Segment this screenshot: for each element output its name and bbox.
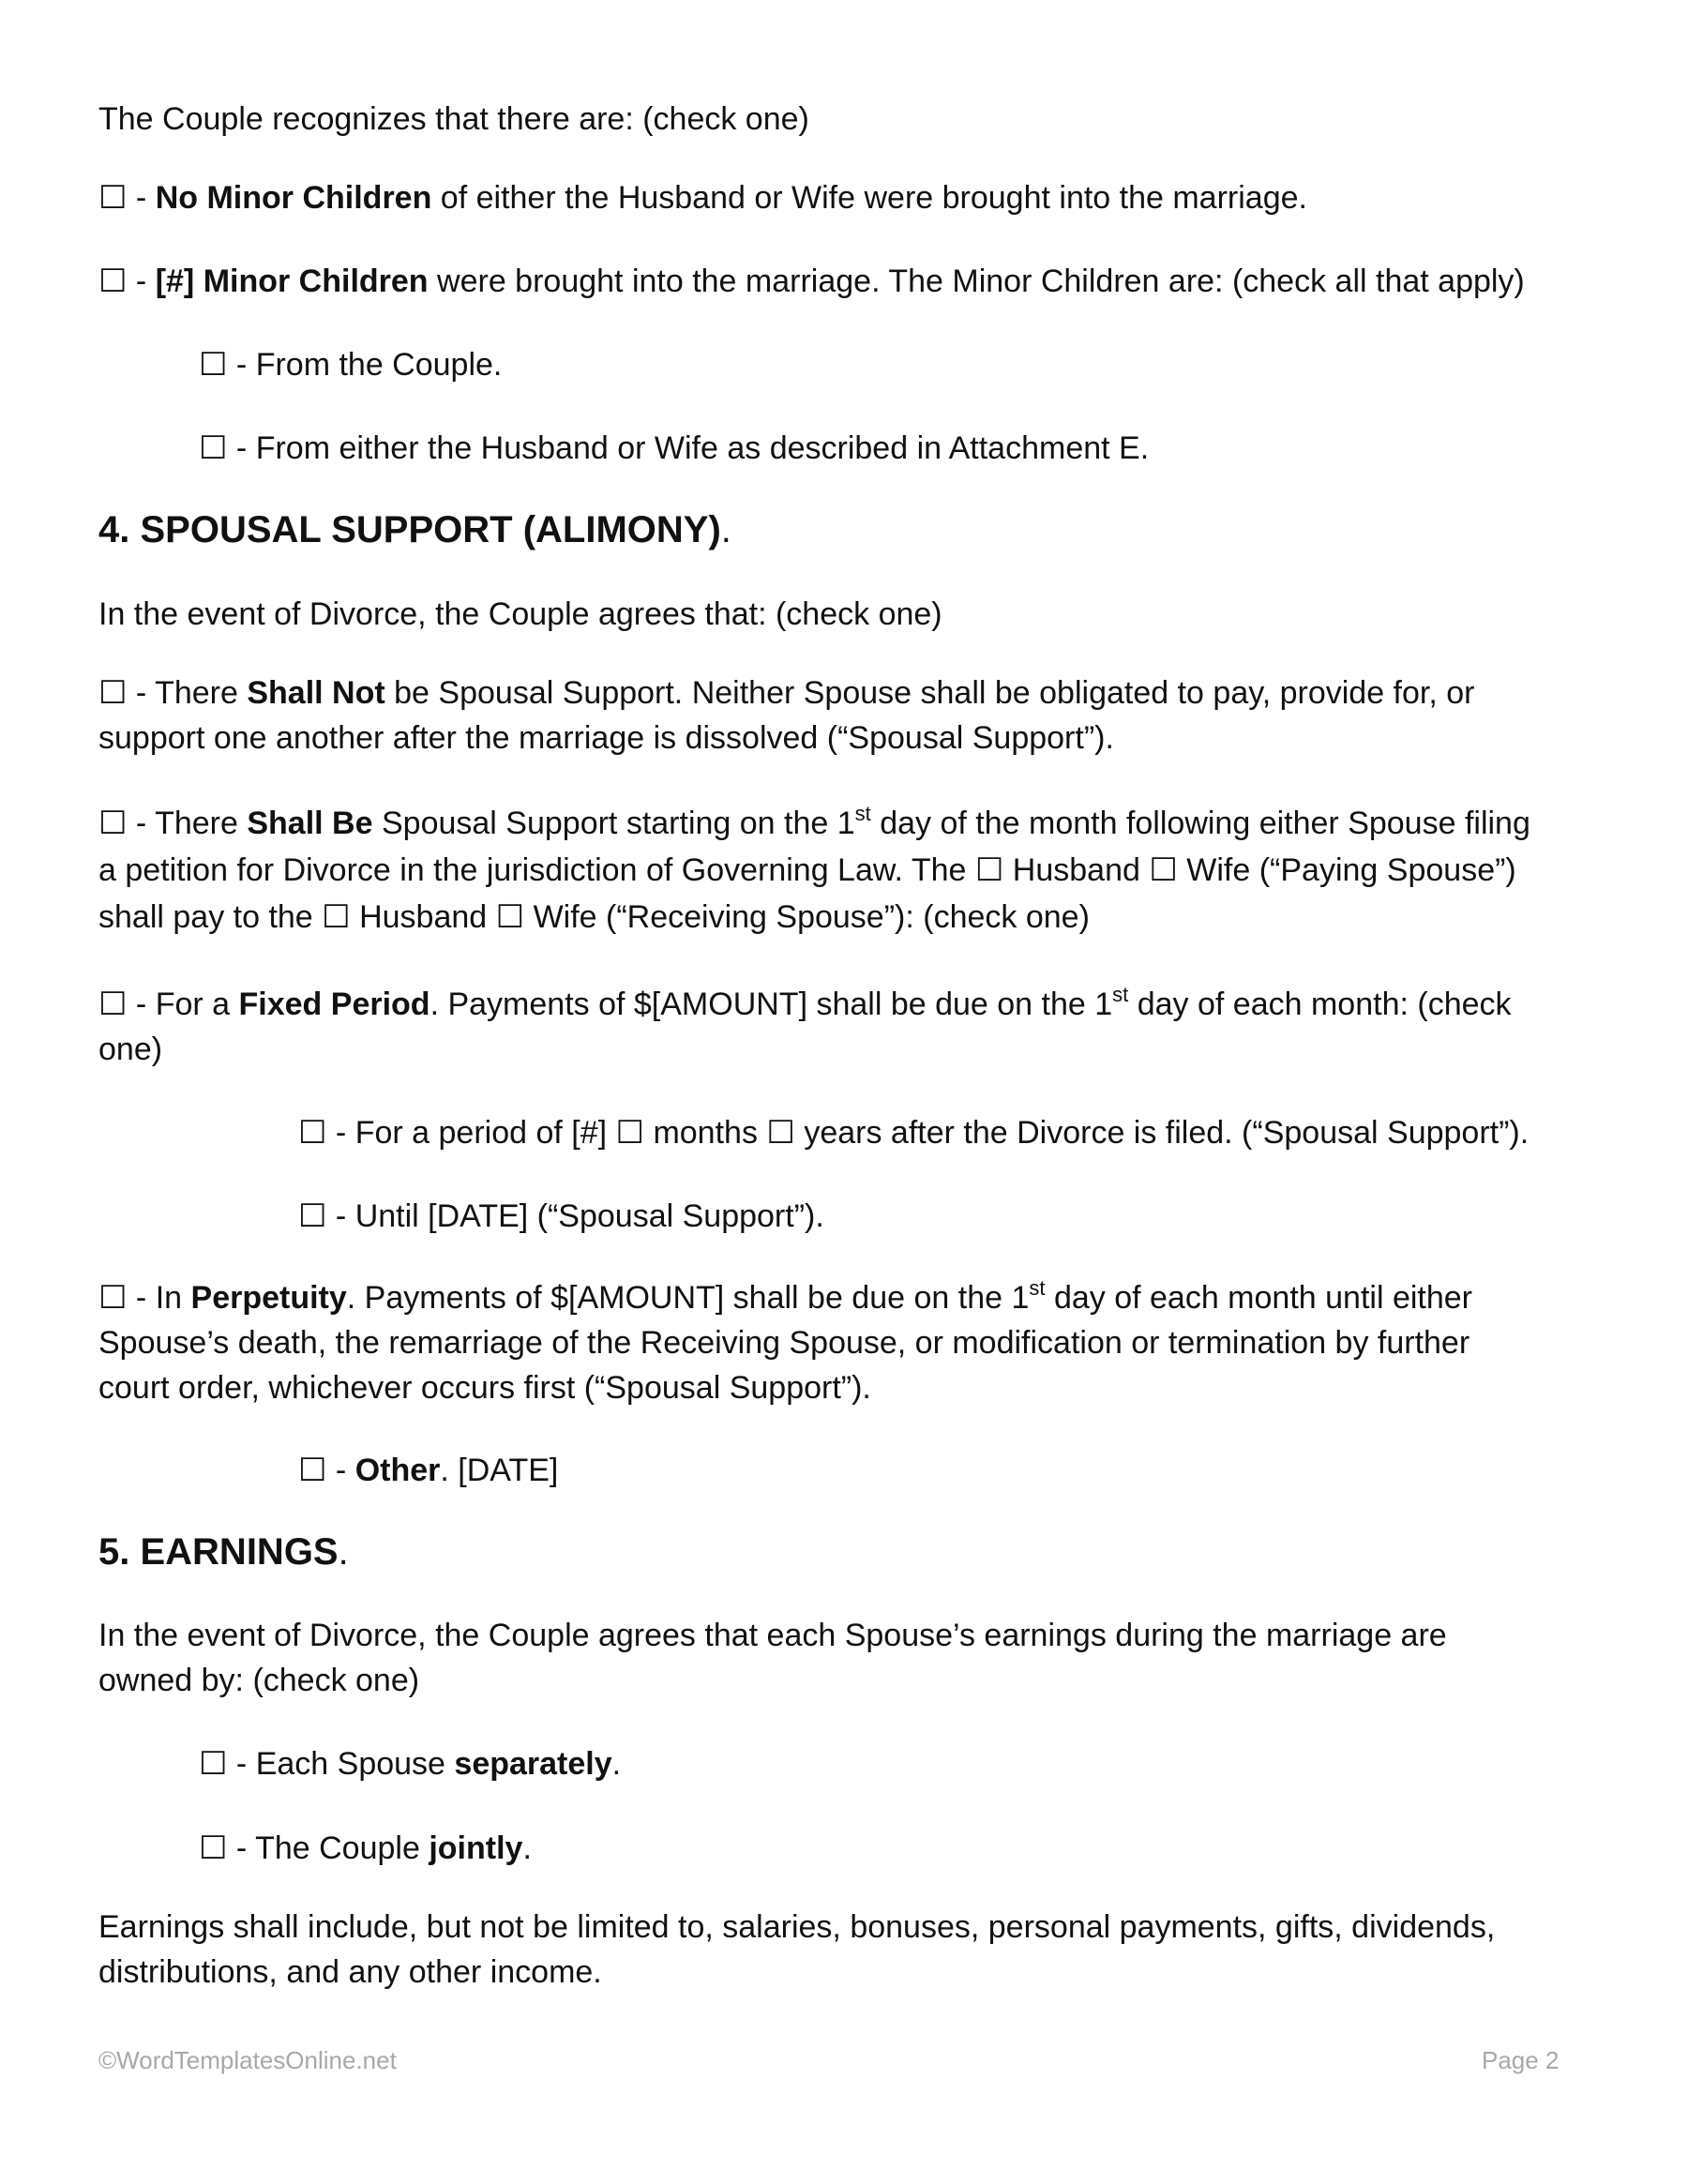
section-4-heading: 4. SPOUSAL SUPPORT (ALIMONY). xyxy=(98,509,731,550)
checkbox-other[interactable]: ☐ xyxy=(298,1453,327,1488)
footer-copyright: ©WordTemplatesOnline.net xyxy=(98,2046,397,2074)
option-from-couple: ☐ - From the Couple. xyxy=(199,341,502,388)
section-5-heading: 5. EARNINGS. xyxy=(98,1531,349,1573)
option-separately: ☐ - Each Spouse separately. xyxy=(199,1740,621,1787)
checkbox-perpetuity[interactable]: ☐ xyxy=(98,1280,128,1316)
checkbox-shall-not[interactable]: ☐ xyxy=(98,675,128,711)
checkbox-receiving-wife[interactable]: ☐ xyxy=(495,899,525,935)
checkbox-minor-children[interactable]: ☐ xyxy=(98,264,128,299)
checkbox-paying-husband[interactable]: ☐ xyxy=(974,852,1004,888)
option-period-of: ☐ - For a period of [#] ☐ months ☐ years after the Divorce is filed. (“Spousal Support”). xyxy=(298,1109,1529,1156)
checkbox-jointly[interactable]: ☐ xyxy=(199,1830,228,1866)
option-other: ☐ - Other. [DATE] xyxy=(298,1447,558,1494)
option-jointly: ☐ - The Couple jointly. xyxy=(199,1825,532,1872)
option-minor-children: ☐ - [#] Minor Children were brought into the marriage. The Minor Children are: (check all that apply) xyxy=(98,258,1525,305)
section-4-intro: In the event of Divorce, the Couple agrees that: (check one) xyxy=(98,596,942,632)
option-perpetuity: ☐ - In Perpetuity. Payments of $[AMOUNT] shall be due on the 1st day of each month until either Spouse’s death, the remarriage of the Receiving Spouse, or modification or termination by further court order, whichever occurs first (“Spousal Support”). xyxy=(98,1276,1472,1406)
checkbox-receiving-husband[interactable]: ☐ xyxy=(322,899,351,935)
checkbox-period-of[interactable]: ☐ xyxy=(298,1115,327,1151)
checkbox-shall-be[interactable]: ☐ xyxy=(98,806,128,841)
section-5-intro: In the event of Divorce, the Couple agrees that each Spouse’s earnings during the marriage are owned by: (check one) xyxy=(98,1618,1447,1698)
checkbox-from-couple[interactable]: ☐ xyxy=(199,347,228,383)
checkbox-until-date[interactable]: ☐ xyxy=(298,1198,327,1234)
checkbox-separately[interactable]: ☐ xyxy=(199,1746,228,1782)
footer-page-number: Page 2 xyxy=(1482,2046,1560,2074)
option-shall-not: ☐ - There Shall Not be Spousal Support. Neither Spouse shall be obligated to pay, provide for, or support one another after the marriage is dissolved (“Spousal Support”). xyxy=(98,670,1474,761)
checkbox-paying-wife[interactable]: ☐ xyxy=(1149,852,1178,888)
earnings-definition: Earnings shall include, but not be limited to, salaries, bonuses, personal payments, gifts, dividends, distributions, and any other income. xyxy=(98,1909,1496,1990)
option-until-date: ☐ - Until [DATE] (“Spousal Support”). xyxy=(298,1193,824,1240)
checkbox-months[interactable]: ☐ xyxy=(615,1115,644,1151)
checkbox-fixed-period[interactable]: ☐ xyxy=(98,987,128,1022)
option-no-minor-children: ☐ - No Minor Children of either the Husband or Wife were brought into the marriage. xyxy=(98,174,1307,221)
children-intro: The Couple recognizes that there are: (check one) xyxy=(98,101,809,137)
checkbox-no-minor-children[interactable]: ☐ xyxy=(98,180,128,216)
option-shall-be: ☐ - There Shall Be Spousal Support starting on the 1st day of the month following either Spouse filing a petition for Divorce in the jurisdiction of Governing Law. The ☐ Husband ☐ Wife (“Paying Spouse”) shall pay to the ☐ Husband ☐ Wife (“Receiving Spouse”): (check one) xyxy=(98,800,1530,941)
option-from-either-spouse: ☐ - From either the Husband or Wife as described in Attachment E. xyxy=(199,425,1149,472)
option-fixed-period: ☐ - For a Fixed Period. Payments of $[AMOUNT] shall be due on the 1st day of each month: (check one) xyxy=(98,983,1512,1067)
checkbox-years[interactable]: ☐ xyxy=(766,1115,795,1151)
checkbox-from-either-spouse[interactable]: ☐ xyxy=(199,430,228,466)
